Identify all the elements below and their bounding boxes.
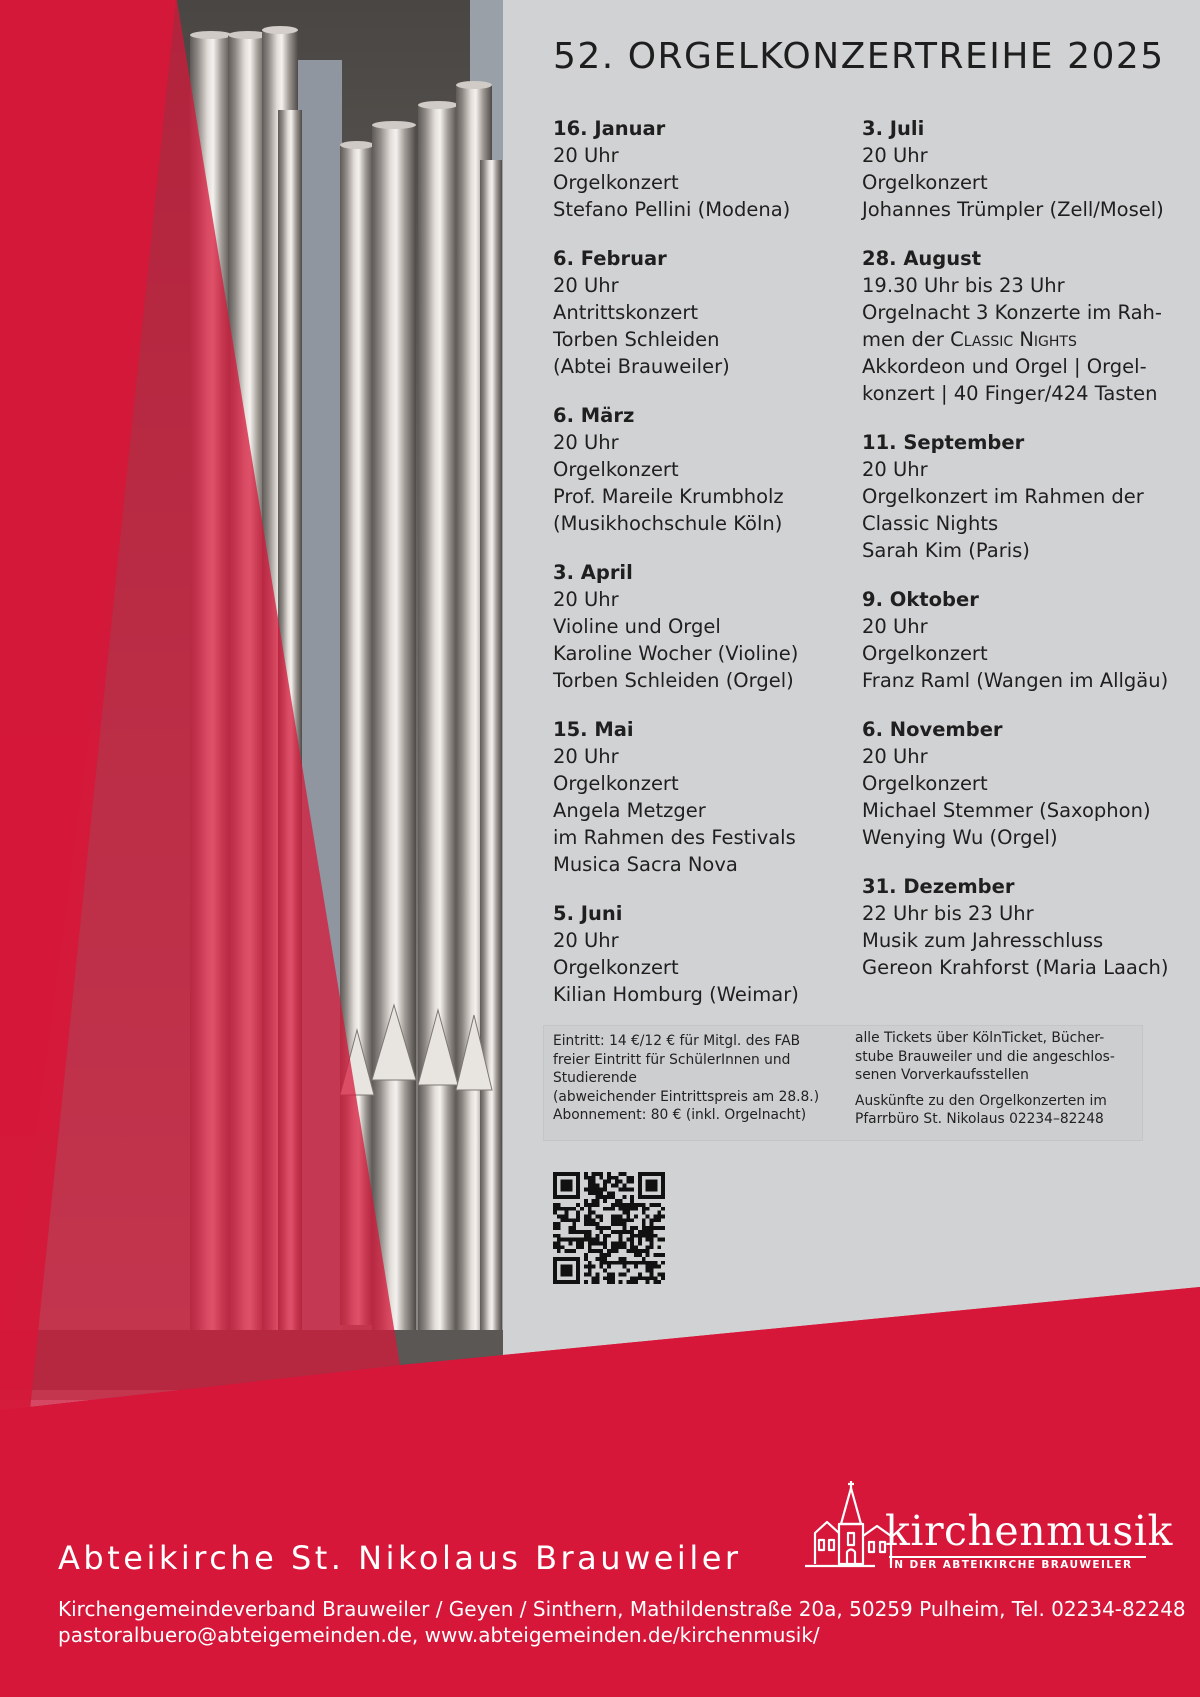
event-date: 11. September (862, 431, 1025, 454)
event-entry (862, 115, 1192, 223)
event-entry (553, 559, 883, 694)
contact-line: Auskünfte zu den Orgelkonzerten im (855, 1092, 1107, 1109)
price-info (553, 1032, 828, 1125)
logo-divider (889, 1556, 1146, 1558)
tickets-line: stube Brauweiler und die angeschlos- (855, 1048, 1115, 1065)
event-detail: Johannes Trümpler (Zell/Mosel) (862, 198, 1164, 221)
event-detail: Kilian Homburg (Weimar) (553, 983, 799, 1006)
event-detail: Prof. Mareile Krumbholz (553, 485, 784, 508)
event-entry (553, 245, 883, 380)
logo-wordmark: kirchenmusik (885, 1507, 1173, 1555)
events-left-column (553, 115, 883, 1030)
event-detail: im Rahmen des Festivals (553, 826, 796, 849)
event-detail: Classic Nights (862, 512, 999, 535)
event-detail: konzert | 40 Finger/424 Tasten (862, 382, 1158, 405)
event-entry (862, 429, 1192, 564)
event-detail: 20 Uhr (553, 745, 619, 768)
qr-code-icon[interactable] (553, 1172, 665, 1284)
event-detail: Torben Schleiden (Orgel) (553, 669, 794, 692)
event-detail: Antrittskonzert (553, 301, 699, 324)
event-detail: 20 Uhr (862, 144, 928, 167)
event-entry (862, 716, 1192, 851)
event-detail: Michael Stemmer (Saxophon) (862, 799, 1151, 822)
spacer (855, 1085, 1140, 1092)
contact-links[interactable]: pastoralbuero@abteigemeinden.de, www.abteigemeinden.de/kirchenmusik/ (58, 1623, 820, 1647)
event-detail: Angela Metzger (553, 799, 706, 822)
event-detail: 20 Uhr (862, 458, 928, 481)
event-date: 15. Mai (553, 718, 634, 741)
event-detail: 20 Uhr (553, 144, 619, 167)
event-detail: (Abtei Brauweiler) (553, 355, 730, 378)
event-detail: Orgelkonzert (553, 171, 679, 194)
event-detail: Akkordeon und Orgel | Orgel- (862, 355, 1147, 378)
ticket-info-box (543, 1025, 1143, 1141)
ticket-contact-info (855, 1029, 1140, 1129)
event-detail: men der Classic Nights (862, 328, 1077, 351)
event-entry (862, 586, 1192, 694)
event-detail: 19.30 Uhr bis 23 Uhr (862, 274, 1065, 297)
event-detail: 20 Uhr (553, 929, 619, 952)
event-detail: Wenying Wu (Orgel) (862, 826, 1058, 849)
event-detail: (Musikhochschule Köln) (553, 512, 783, 535)
logo-subtitle: IN DER ABTEIKIRCHE BRAUWEILER (889, 1559, 1133, 1571)
address-line: Kirchengemeindeverband Brauweiler / Geyen / Sinthern, Mathildenstraße 20a, 50259 Pulheim, Tel. 02234-82248 (58, 1597, 1186, 1621)
event-detail: Sarah Kim (Paris) (862, 539, 1030, 562)
price-line: Studierende (553, 1070, 637, 1086)
event-detail: 22 Uhr bis 23 Uhr (862, 902, 1034, 925)
events-right-column (862, 115, 1192, 1003)
event-date: 16. Januar (553, 117, 666, 140)
event-detail: Orgelkonzert (862, 772, 988, 795)
event-date: 6. November (862, 718, 1003, 741)
event-entry (553, 402, 883, 537)
event-detail: Stefano Pellini (Modena) (553, 198, 791, 221)
tickets-line: alle Tickets über KölnTicket, Bücher- (855, 1030, 1105, 1046)
event-date: 31. Dezember (862, 875, 1015, 898)
price-line: (abweichender Eintrittspreis am 28.8.) (553, 1088, 820, 1105)
event-entry (862, 245, 1192, 407)
event-date: 3. April (553, 561, 633, 584)
price-line: Eintritt: 14 €/12 € für Mitgl. des FAB (553, 1033, 801, 1049)
footer-address (58, 1596, 1186, 1648)
event-detail: 20 Uhr (862, 745, 928, 768)
event-detail: Gereon Krahforst (Maria Laach) (862, 956, 1169, 979)
event-detail: Torben Schleiden (553, 328, 720, 351)
page-title: 52. ORGELKONZERTREIHE 2025 (553, 36, 1165, 77)
price-line: freier Eintritt für SchülerInnen und (553, 1051, 791, 1068)
price-line: Abonnement: 80 € (inkl. Orgelnacht) (553, 1107, 807, 1123)
event-date: 6. März (553, 404, 635, 427)
event-detail: Orgelkonzert im Rahmen der (862, 485, 1144, 508)
event-date: 28. August (862, 247, 982, 270)
event-detail: Orgelkonzert (553, 772, 679, 795)
event-detail: Violine und Orgel (553, 615, 721, 638)
event-entry (862, 873, 1192, 981)
event-detail: Orgelnacht 3 Konzerte im Rah- (862, 301, 1162, 324)
event-detail: 20 Uhr (862, 615, 928, 638)
contact-line: Pfarrbüro St. Nikolaus 02234–82248 (855, 1111, 1104, 1127)
event-date: 5. Juni (553, 902, 623, 925)
event-entry (553, 716, 883, 878)
event-detail: 20 Uhr (553, 274, 619, 297)
event-detail: 20 Uhr (553, 431, 619, 454)
event-detail: 20 Uhr (553, 588, 619, 611)
event-detail: Orgelkonzert (553, 956, 679, 979)
event-entry (553, 115, 883, 223)
event-detail: Musik zum Jahresschluss (862, 929, 1104, 952)
event-date: 9. Oktober (862, 588, 979, 611)
event-detail: Orgelkonzert (862, 171, 988, 194)
event-detail: Franz Raml (Wangen im Allgäu) (862, 669, 1169, 692)
church-name: Abteikirche St. Nikolaus Brauweiler (58, 1539, 742, 1577)
tickets-line: senen Vorverkaufsstellen (855, 1067, 1029, 1083)
event-date: 6. Februar (553, 247, 667, 270)
event-detail: Karoline Wocher (Violine) (553, 642, 799, 665)
event-detail: Orgelkonzert (553, 458, 679, 481)
event-entry (553, 900, 883, 1008)
event-detail: Musica Sacra Nova (553, 853, 738, 876)
event-detail: Orgelkonzert (862, 642, 988, 665)
event-date: 3. Juli (862, 117, 925, 140)
